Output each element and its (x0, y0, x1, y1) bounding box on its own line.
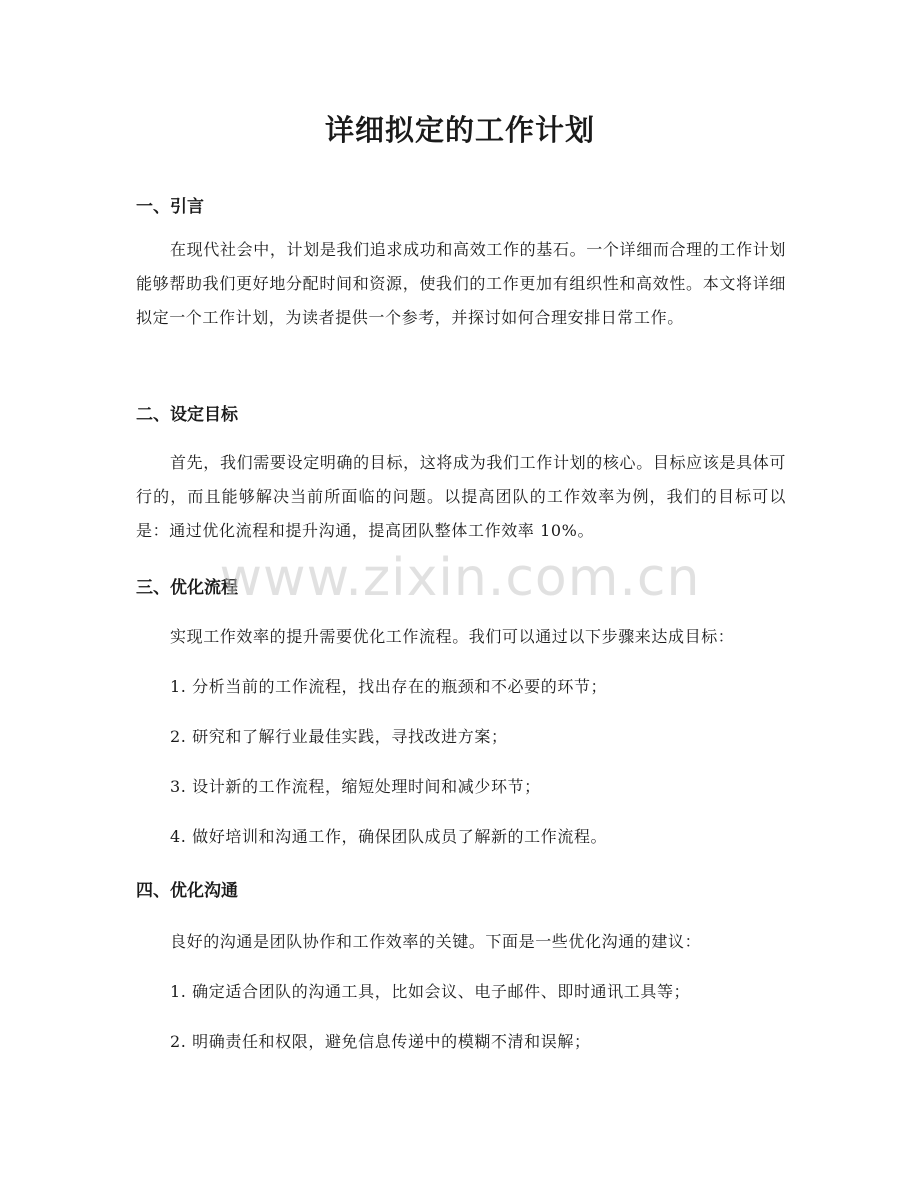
section-heading-intro: 一、引言 (136, 197, 204, 217)
section-intro-communication: 良好的沟通是团队协作和工作效率的关键。下面是一些优化沟通的建议： (170, 932, 702, 951)
section-paragraph-goals: 首先，我们需要设定明确的目标，这将成为我们工作计划的核心。目标应该是具体可行的，而且能够解决当前所面临的问题。以提高团队的工作效率为例，我们的目标可以是：通过优化流程和提升沟通，提高团队整体工作效率 10%。 (136, 453, 786, 540)
list-item: 3. 设计新的工作流程，缩短处理时间和减少环节； (170, 777, 541, 796)
section-paragraph-intro: 在现代社会中，计划是我们追求成功和高效工作的基石。一个详细而合理的工作计划能够帮助我们更好地分配时间和资源，使我们的工作更加有组织性和高效性。本文将详细拟定一个工作计划，为读者提供一个参考，并探讨如何合理安排日常工作。 (136, 240, 786, 327)
watermark: www.zixin.com.cn (219, 548, 701, 608)
section-heading-communication: 四、优化沟通 (136, 881, 238, 901)
list-item: 4. 做好培训和沟通工作，确保团队成员了解新的工作流程。 (170, 827, 608, 846)
section-heading-goals: 二、设定目标 (136, 405, 238, 425)
section-heading-process: 三、优化流程 (136, 578, 238, 598)
list-item: 2. 明确责任和权限，避免信息传递中的模糊不清和误解； (170, 1032, 591, 1051)
list-item: 1. 确定适合团队的沟通工具，比如会议、电子邮件、即时通讯工具等； (170, 982, 691, 1001)
list-item: 2. 研究和了解行业最佳实践，寻找改进方案； (170, 727, 508, 746)
list-item: 1. 分析当前的工作流程，找出存在的瓶颈和不必要的环节； (170, 677, 608, 696)
section-intro-process: 实现工作效率的提升需要优化工作流程。我们可以通过以下步骤来达成目标： (170, 627, 735, 646)
document-title: 详细拟定的工作计划 (324, 113, 595, 147)
